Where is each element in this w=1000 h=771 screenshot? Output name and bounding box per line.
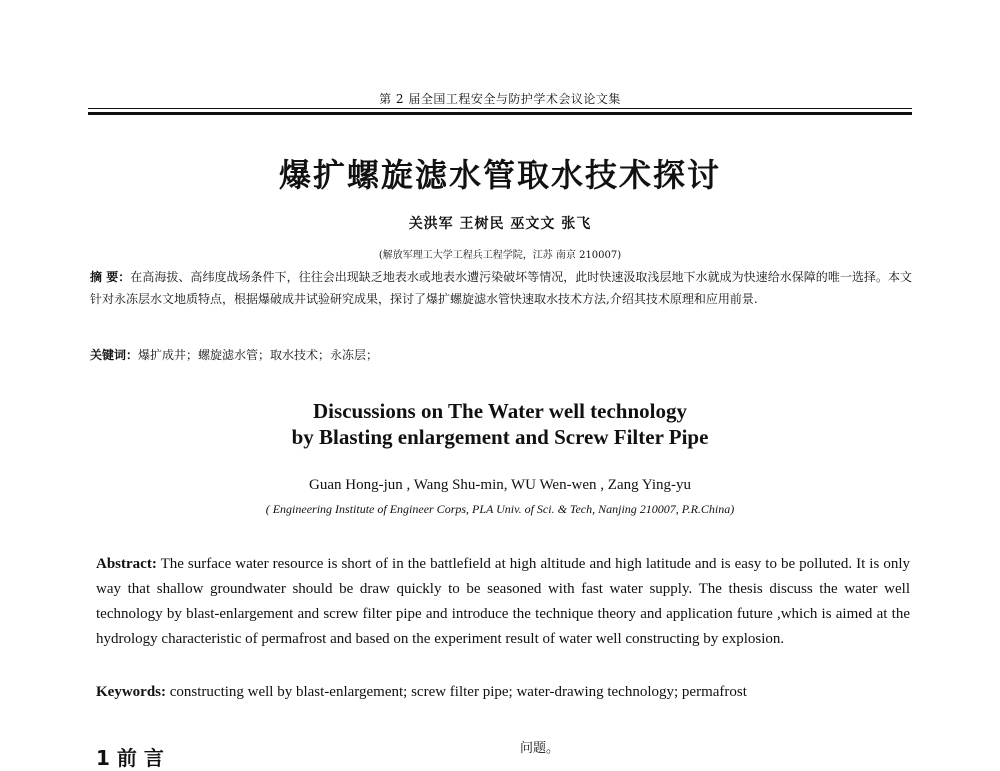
header-rule-thick [88,112,912,115]
chinese-abstract-label: 摘 要： [90,270,131,284]
chinese-keywords [90,344,912,366]
english-affiliation: ( Engineering Institute of Engineer Corps, PLA Univ. of Sci. & Tech, Nanjing 210007, P.R.China) [265,502,735,516]
chinese-keywords-label: 关键词： [90,348,139,362]
chinese-authors: 关洪军 王树民 巫文文 张飞 [408,216,592,232]
english-title-line-2: by Blasting enlargement and Screw Filter Pipe [291,425,709,449]
english-abstract-label: Abstract: [96,556,157,572]
chinese-affiliation: (解放军理工大学工程兵工程学院，江苏 南京 210007) [378,250,622,261]
running-header: 第 2 届全国工程安全与防护学术会议论文集 [379,92,621,106]
chinese-keywords-text: 爆扩成井；螺旋滤水管；取水技术；永冻层； [138,348,379,362]
chinese-title: 爆扩螺旋滤水管取水技术探讨 [278,156,721,194]
body-text-fragment: 问题。 [520,741,560,756]
english-title-line-1: Discussions on The Water well technology [313,399,687,423]
english-keywords [96,680,910,705]
english-abstract-text: The surface water resource is short of in the battlefield at high altitude and high latitude and is easy to be polluted. It is only way that shallow groundwater should be draw quickly to be seasoned with fast water supply. The thesis discuss the water well technology by blast-enlargement and screw filter pipe and introduce the technique theory and application future ,which is aimed at the hydrology characteristic of permafrost and based on the experiment result of water well constructing by explosion. [96,556,910,647]
chinese-abstract [90,266,912,310]
chinese-abstract-text: 在高海拔、高纬度战场条件下，往往会出现缺乏地表水或地表水遭污染破坏等情况，此时快速汲取浅层地下水就成为快速给水保障的唯一选择。本文针对永冻层水文地质特点，根据爆破成井试验研究成果，探讨了爆扩螺旋滤水管快速取水技术方法,介绍其技术原理和应用前景. [90,270,912,306]
english-abstract [96,552,910,652]
english-keywords-label: Keywords: [96,684,166,700]
english-authors: Guan Hong-jun , Wang Shu-min, WU Wen-wen , Zang Ying-yu [309,477,691,493]
section-heading-introduction: 1 前 言 [96,746,164,770]
english-title [0,398,1000,450]
english-keywords-text: constructing well by blast-enlargement; screw filter pipe; water-drawing technology; permafrost [166,684,747,700]
header-rule-thin [88,108,912,109]
